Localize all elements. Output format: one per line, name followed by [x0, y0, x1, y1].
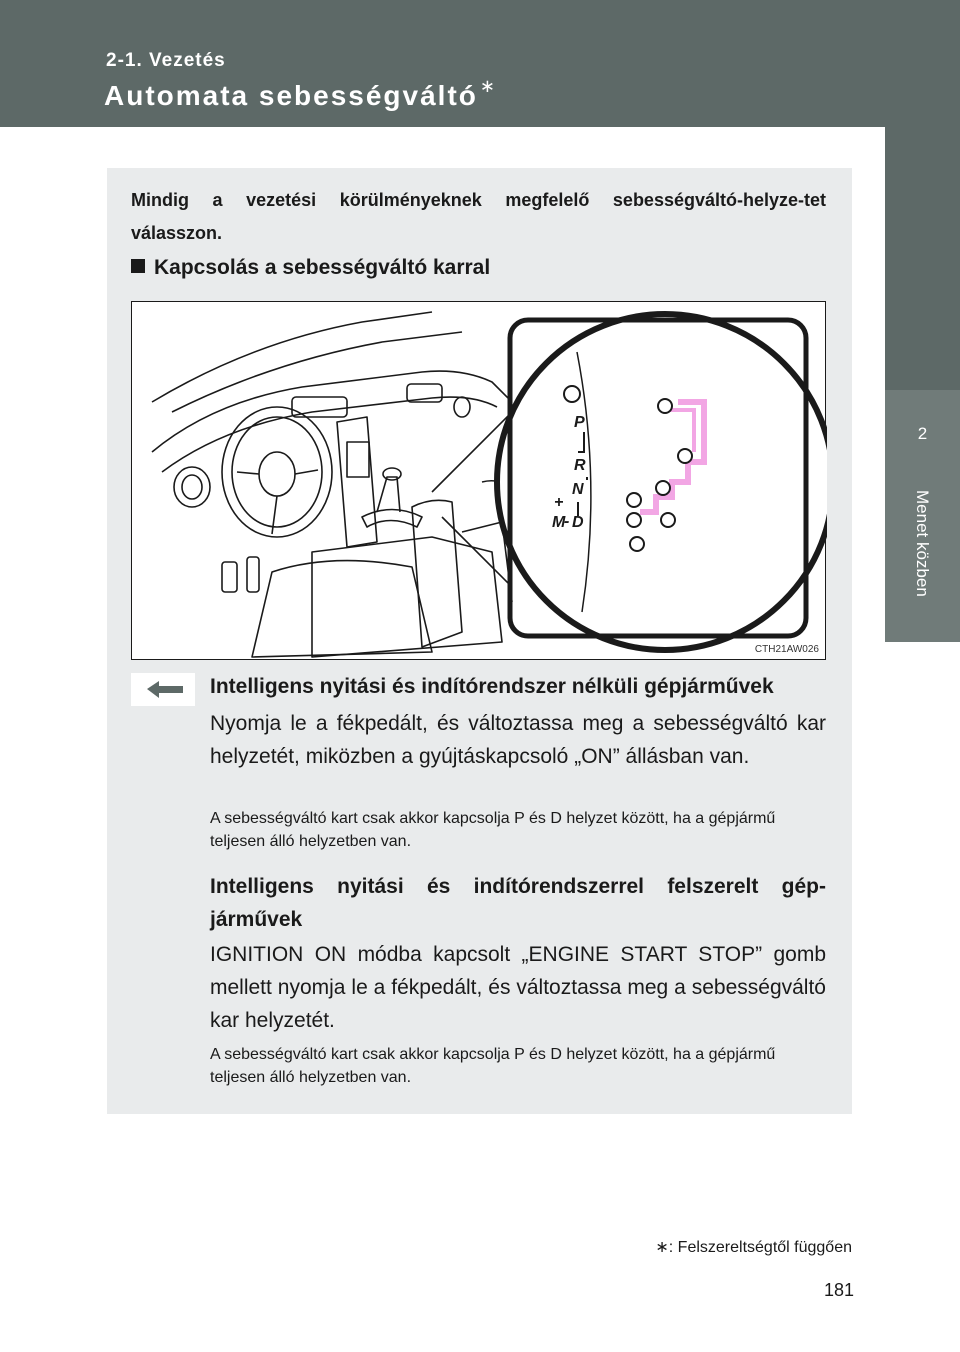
gear-label-plus: +	[554, 494, 564, 511]
gear-label-m: M	[552, 514, 566, 531]
block2-text: IGNITION ON módba kapcsolt „ENGINE START STOP” gomb mellett nyomja le a fékpedált, és változtassa meg a sebességváltó kar helyzetét.	[210, 943, 826, 1032]
page-number: 181	[824, 1280, 855, 1300]
page-title	[104, 76, 497, 112]
gear-label-d: D	[572, 514, 584, 531]
chapter-tab-label: Menet közben	[913, 490, 932, 597]
shift-lever-illustration	[131, 301, 826, 660]
block2-note: A sebességváltó kart csak akkor kapcsolja P és D helyzet között, ha a gépjármű teljesen álló helyzetben van.	[210, 1046, 776, 1086]
gear-label-r: R	[574, 457, 586, 474]
car-interior-drawing	[132, 302, 827, 661]
section-heading	[131, 256, 490, 280]
gear-label-p: P	[574, 414, 585, 431]
block1-text: Nyomja le a fékpedált, és változtassa meg a sebességváltó kar helyzetét, miközben a gyújtáskapcsoló „ON” állásban van.	[210, 712, 826, 768]
section-label: 2-1. Vezetés	[106, 50, 226, 71]
bullet-square-icon	[131, 259, 145, 273]
block2-heading: Intelligens nyitási és indítórendszerrel felszerelt gép-járművek	[210, 875, 826, 931]
back-arrow-icon	[131, 673, 195, 706]
block1-note: A sebességváltó kart csak akkor kapcsolja P és D helyzet között, ha a gépjármű teljesen álló helyzetben van.	[210, 810, 776, 850]
gear-label-minus: -	[564, 513, 570, 530]
optional-equipment-mark: ∗	[479, 76, 497, 96]
gear-label-n: N	[572, 481, 584, 498]
page-title-text: Automata sebességváltó	[104, 80, 478, 111]
footnote: ∗: Felszereltségtől függően	[655, 1239, 852, 1256]
block1-heading: Intelligens nyitási és indítórendszer nélküli gépjárművek	[210, 675, 774, 698]
section-heading-text: Kapcsolás a sebességváltó karral	[154, 256, 491, 279]
chapter-tab	[885, 0, 960, 390]
chapter-header	[0, 0, 885, 127]
figure-code: CTH21AW026	[754, 644, 819, 655]
intro-text: Mindig a vezetési körülményeknek megfelelő sebességváltó-helyze-tet válasszon.	[131, 190, 826, 243]
chapter-tab-number: 2	[917, 424, 928, 443]
